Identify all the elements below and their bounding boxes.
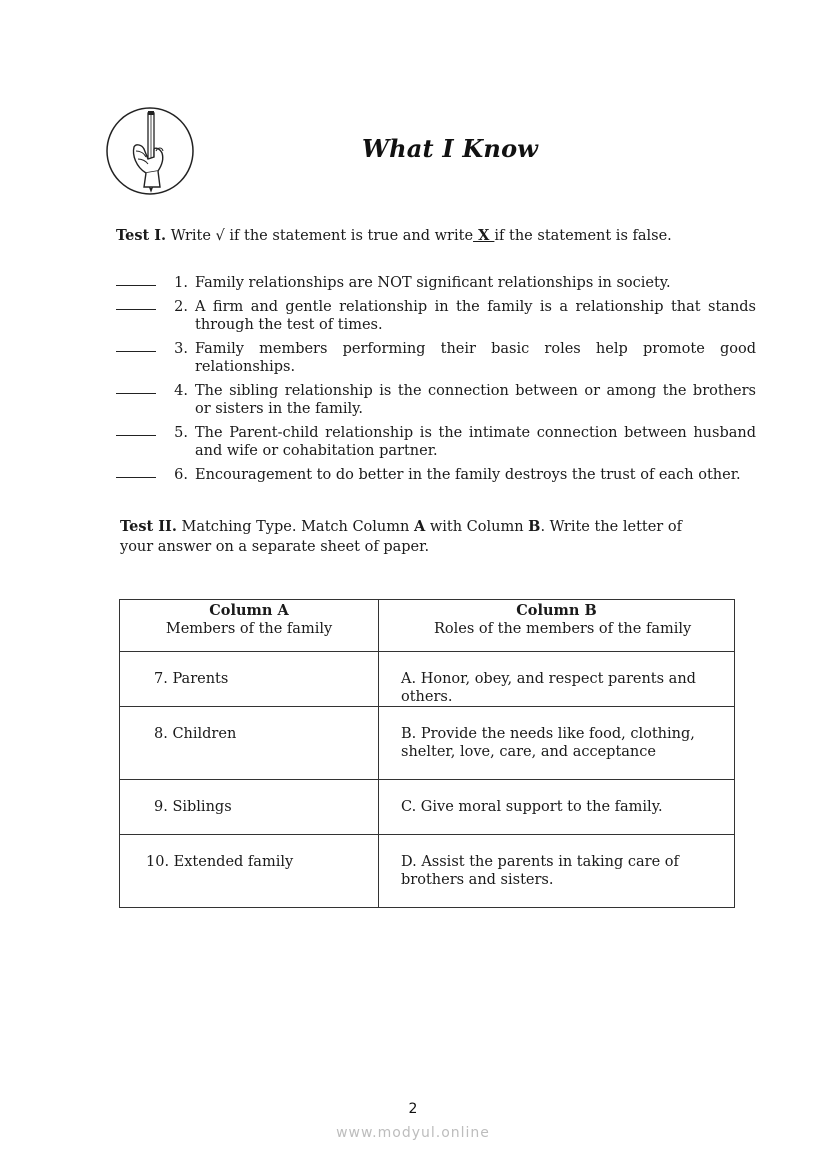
table-row: 8. Children B. Provide the needs like food, clothing, shelter, love, care, and acceptance bbox=[120, 707, 735, 780]
answer-blank[interactable] bbox=[116, 340, 156, 352]
test2-label: Test II. bbox=[120, 518, 177, 535]
answer-blank[interactable] bbox=[116, 382, 156, 394]
table-row: 9. Siblings C. Give moral support to the family. bbox=[120, 780, 735, 835]
table-header-row bbox=[120, 600, 735, 652]
test1-items bbox=[116, 274, 756, 484]
answer-blank[interactable] bbox=[116, 424, 156, 436]
check-symbol: √ bbox=[215, 228, 225, 244]
table-row: 10. Extended family D. Assist the parents in taking care of brothers and sisters. bbox=[120, 835, 735, 908]
matching-table bbox=[119, 599, 735, 908]
answer-blank[interactable] bbox=[116, 466, 156, 478]
list-item: 5. The Parent-child relationship is the intimate connection between husband and wife or cohabitation partner. bbox=[116, 424, 756, 460]
page-title: What I Know bbox=[362, 134, 539, 163]
list-item: 6. Encouragement to do better in the family destroys the trust of each other. bbox=[116, 466, 756, 484]
page-number: 2 bbox=[408, 1101, 418, 1117]
list-item: 1. Family relationships are NOT significant relationships in society. bbox=[116, 274, 756, 292]
column-a-header: Column A Members of the family bbox=[120, 600, 379, 652]
answer-blank[interactable] bbox=[116, 274, 156, 286]
test1-label: Test I. bbox=[116, 227, 167, 244]
list-item: 4. The sibling relationship is the connection between or among the brothers or sisters in the family. bbox=[116, 382, 756, 418]
x-symbol: X bbox=[473, 227, 495, 244]
list-item: 2. A firm and gentle relationship in the family is a relationship that stands through the test of times. bbox=[116, 298, 756, 334]
answer-blank[interactable] bbox=[116, 298, 156, 310]
column-b-header: Column B Roles of the members of the family bbox=[379, 600, 735, 652]
hand-holding-pencil-icon bbox=[106, 107, 194, 195]
test1-instruction: Test I. Write √ if the statement is true and write X if the statement is false. bbox=[116, 227, 672, 244]
watermark: www.modyul.online bbox=[336, 1125, 490, 1141]
test2-instruction: Test II. Matching Type. Match Column A with Column B. Write the letter of your answer on a separate sheet of paper. bbox=[120, 518, 682, 555]
table-row: 7. Parents A. Honor, obey, and respect parents and others. bbox=[120, 652, 735, 707]
list-item: 3. Family members performing their basic roles help promote good relationships. bbox=[116, 340, 756, 376]
